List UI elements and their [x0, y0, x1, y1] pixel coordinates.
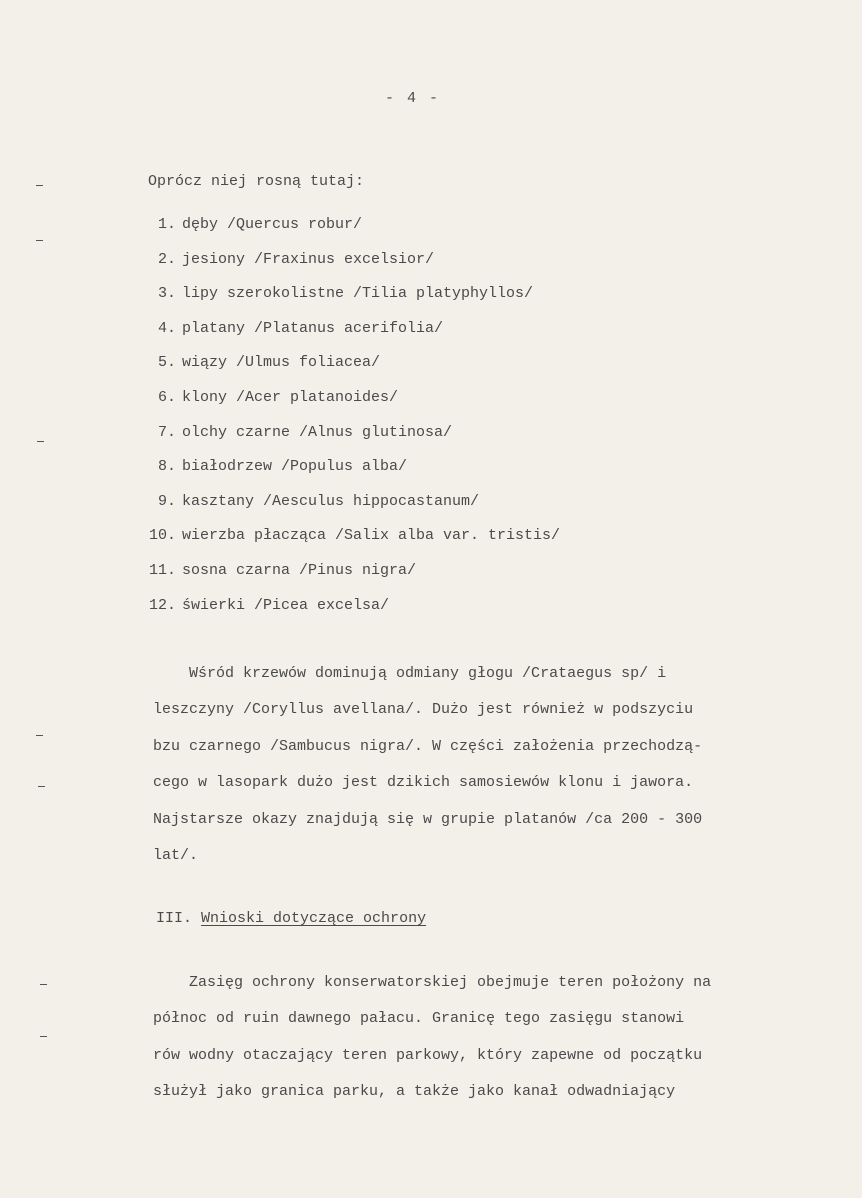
intro-line: Oprócz niej rosną tutaj:: [148, 173, 365, 190]
list-text: sosna czarna /Pinus nigra/: [182, 561, 417, 579]
list-item: [136, 319, 560, 354]
list-item: [136, 388, 560, 423]
tree-species-list: [136, 215, 560, 630]
list-number: 1.: [157, 216, 176, 233]
list-item: [136, 457, 560, 492]
margin-mark: [36, 240, 43, 245]
list-text: kasztany /Aesculus hippocastanum/: [182, 492, 480, 510]
list-item: [136, 284, 560, 319]
margin-mark: [40, 984, 47, 989]
paragraph-line: Zasięg ochrony konserwatorskiej obejmuje teren położony na: [153, 974, 712, 991]
paragraph-line: leszczyny /Coryllus avellana/. Dużo jest również w podszyciu: [153, 701, 694, 719]
margin-mark: [40, 1036, 47, 1041]
list-text: jesiony /Fraxinus excelsior/: [182, 250, 435, 268]
section-heading: [156, 910, 426, 927]
list-item: [136, 596, 560, 631]
list-text: klony /Acer platanoides/: [182, 388, 399, 406]
list-item: [136, 492, 560, 527]
list-text: dęby /Quercus robur/: [182, 216, 363, 233]
list-text: wiązy /Ulmus foliacea/: [182, 354, 381, 372]
paragraph-line: bzu czarnego /Sambucus nigra/. W części założenia przechodzą-: [153, 737, 703, 755]
margin-mark: [36, 185, 43, 190]
shrubs-paragraph: [153, 656, 702, 874]
list-item: [136, 215, 560, 250]
list-number: 11.: [148, 561, 176, 579]
paragraph-line: Najstarsze okazy znajdują się w grupie platanów /ca 200 - 300: [153, 810, 703, 828]
paragraph-line: lat/.: [153, 847, 199, 865]
paragraph-line: Wśród krzewów dominują odmiany głogu /Crataegus sp/ i: [153, 665, 667, 682]
list-item: [136, 353, 560, 388]
paragraph-line: rów wodny otaczający teren parkowy, który zapewne od początku: [153, 1046, 703, 1064]
margin-mark: [37, 441, 44, 446]
margin-mark: [36, 735, 43, 740]
list-text: białodrzew /Populus alba/: [182, 458, 408, 476]
list-text: świerki /Picea excelsa/: [182, 596, 390, 614]
paragraph-line: północ od ruin dawnego pałacu. Granicę tego zasięgu stanowi: [153, 1010, 685, 1028]
list-number: 10.: [148, 527, 176, 545]
list-number: 12.: [148, 596, 176, 614]
list-text: lipy szerokolistne /Tilia platyphyllos/: [182, 285, 534, 303]
list-number: 6.: [157, 388, 176, 406]
paragraph-line: służył jako granica parku, a także jako kanał odwadniający: [153, 1083, 676, 1101]
section-title: Wnioski dotyczące ochrony: [201, 910, 427, 927]
paragraph-line: cego w lasopark dużo jest dzikich samosiewów klonu i jawora.: [153, 774, 694, 792]
list-item: [136, 423, 560, 458]
section-number: III.: [156, 910, 193, 927]
list-text: wierzba płacząca /Salix alba var. tristis/: [182, 527, 561, 545]
list-number: 9.: [157, 492, 176, 510]
margin-mark: [38, 786, 45, 791]
list-item: [136, 561, 560, 596]
list-number: 8.: [157, 458, 176, 476]
list-item: [136, 250, 560, 285]
list-number: 7.: [157, 423, 176, 441]
list-number: 4.: [157, 319, 176, 337]
page-number: - 4 -: [385, 90, 441, 107]
list-number: 2.: [157, 250, 176, 268]
list-text: platany /Platanus acerifolia/: [182, 319, 444, 337]
list-text: olchy czarne /Alnus glutinosa/: [182, 423, 453, 441]
list-number: 5.: [157, 354, 176, 372]
protection-paragraph: [153, 965, 711, 1111]
list-number: 3.: [157, 285, 176, 303]
list-item: [136, 526, 560, 561]
